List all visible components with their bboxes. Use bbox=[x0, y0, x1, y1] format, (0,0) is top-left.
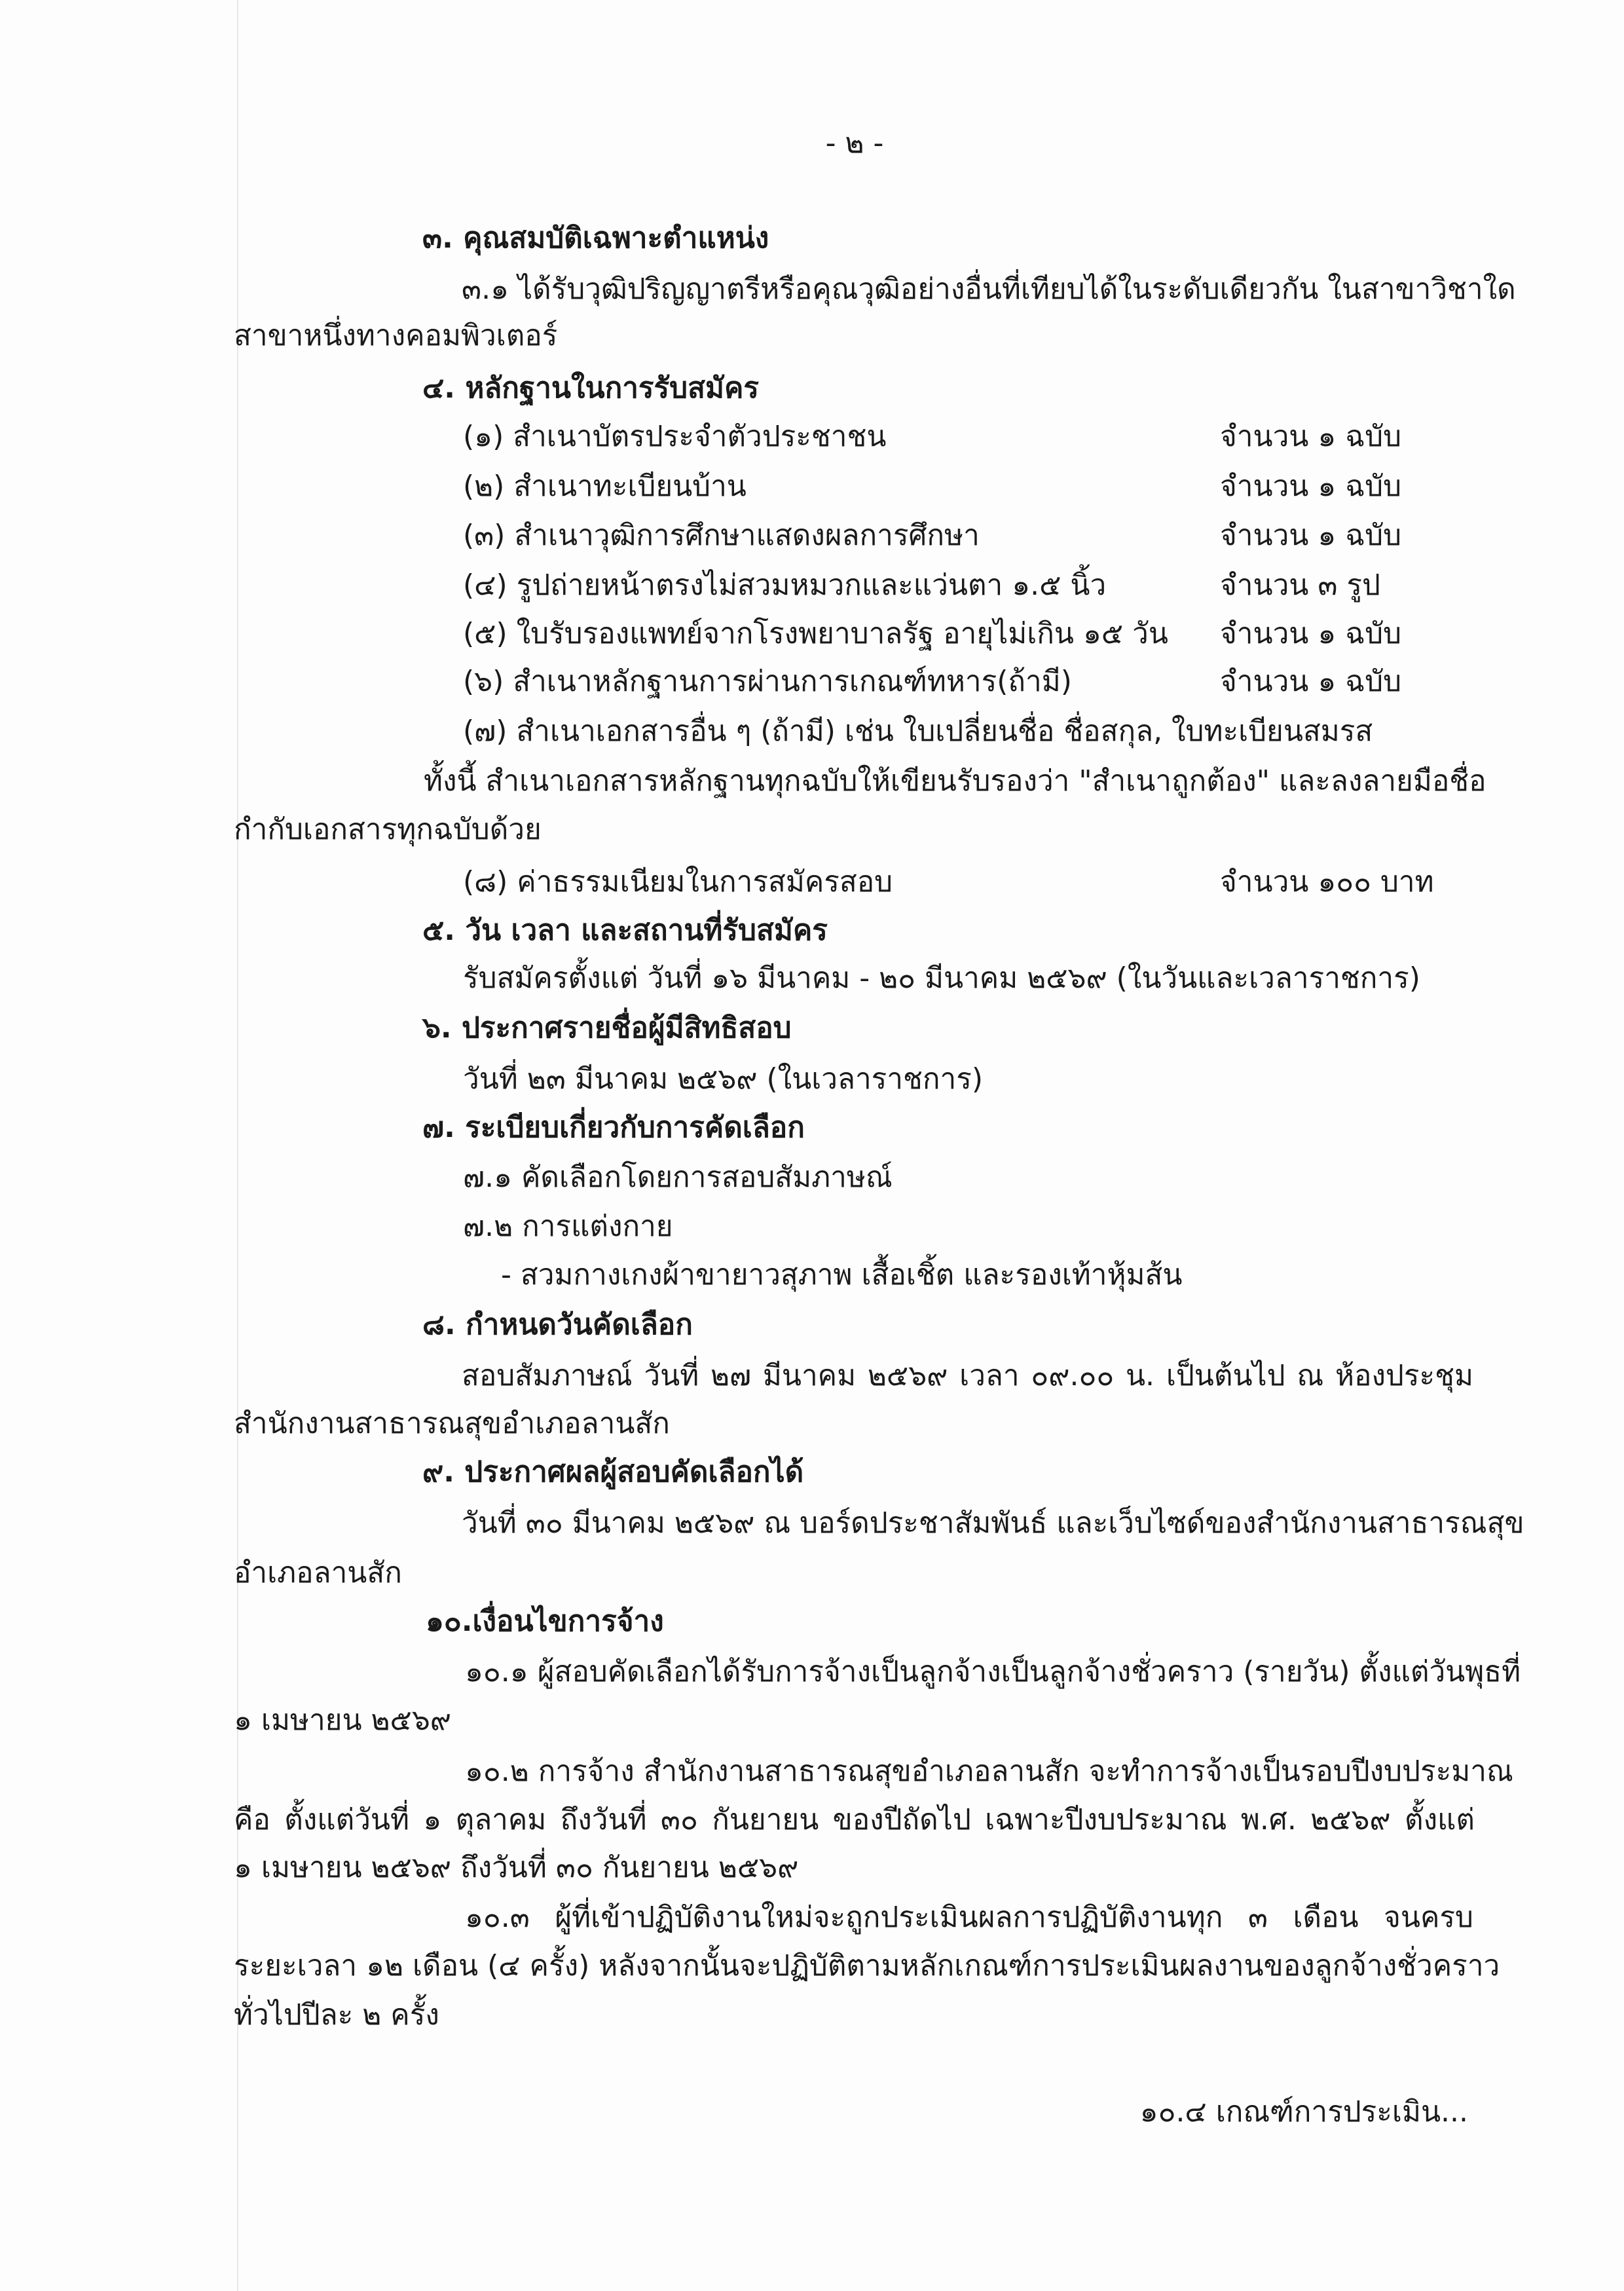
section-10-2-line2: คือ ตั้งแต่วันที่ ๑ ตุลาคม ถึงวันที่ ๓๐ กันยายน ของปีถัดไป เฉพาะปีงบประมาณ พ.ศ. ๒๕๖๙ ตั้งแต่ bbox=[234, 1803, 1475, 1836]
section-4-heading: ๔. หลักฐานในการรับสมัคร bbox=[422, 371, 760, 405]
section-9-body-line1: วันที่ ๓๐ มีนาคม ๒๕๖๙ ณ บอร์ดประชาสัมพันธ์ และเว็บไซด์ของสำนักงานสาธารณสุข bbox=[462, 1506, 1524, 1540]
section-10-2-line1: ๑๐.๒ การจ้าง สำนักงานสาธารณสุขอำเภอลานสัก จะทำการจ้างเป็นรอบปีงบประมาณ bbox=[465, 1755, 1513, 1788]
certification-note-line1: ทั้งนี้ สำเนาเอกสารหลักฐานทุกฉบับให้เขียนรับรองว่า "สำเนาถูกต้อง" และลงลายมือชื่อ bbox=[424, 764, 1486, 798]
evidence-item-1-qty: จำนวน ๑ ฉบับ bbox=[1220, 420, 1402, 453]
section-7-1: ๗.๑ คัดเลือกโดยการสอบสัมภาษณ์ bbox=[463, 1161, 893, 1194]
section-9-heading: ๙. ประกาศผลผู้สอบคัดเลือกได้ bbox=[422, 1455, 804, 1489]
section-10-3-line3: ทั่วไปปีละ ๒ ครั้ง bbox=[234, 1998, 439, 2032]
section-8-body-line2: สำนักงานสาธารณสุขอำเภอลานสัก bbox=[234, 1407, 670, 1440]
evidence-item-7: (๗) สำเนาเอกสารอื่น ๆ (ถ้ามี) เช่น ใบเปลี่ยนชื่อ ชื่อสกุล, ใบทะเบียนสมรส bbox=[463, 715, 1373, 748]
section-8-heading: ๘. กำหนดวันคัดเลือก bbox=[422, 1308, 693, 1341]
section-8-body-line1: สอบสัมภาษณ์ วันที่ ๒๗ มีนาคม ๒๕๖๙ เวลา ๐๙.๐๐ น. เป็นต้นไป ณ ห้องประชุม bbox=[462, 1359, 1473, 1392]
section-10-3-line2: ระยะเวลา ๑๒ เดือน (๔ ครั้ง) หลังจากนั้นจะปฏิบัติตามหลักเกณฑ์การประเมินผลงานของลูกจ้างชั่วคราว bbox=[234, 1949, 1500, 1983]
section-6-body: วันที่ ๒๓ มีนาคม ๒๕๖๙ (ในเวลาราชการ) bbox=[463, 1062, 983, 1096]
evidence-item-4: (๔) รูปถ่ายหน้าตรงไม่สวมหมวกและแว่นตา ๑.๕ นิ้ว bbox=[463, 568, 1107, 602]
section-10-3-line1: ๑๐.๓ ผู้ที่เข้าปฏิบัติงานใหม่จะถูกประเมินผลการปฏิบัติงานทุก ๓ เดือน จนครบ bbox=[465, 1901, 1473, 1934]
section-10-heading: ๑๐.เงื่อนไขการจ้าง bbox=[426, 1605, 664, 1638]
evidence-item-2: (๒) สำเนาทะเบียนบ้าน bbox=[463, 470, 747, 503]
evidence-item-5-qty: จำนวน ๑ ฉบับ bbox=[1220, 617, 1402, 650]
evidence-item-5: (๕) ใบรับรองแพทย์จากโรงพยาบาลรัฐ อายุไม่เกิน ๑๕ วัน bbox=[463, 617, 1168, 650]
section-5-heading: ๕. วัน เวลา และสถานที่รับสมัคร bbox=[422, 914, 828, 947]
evidence-item-2-qty: จำนวน ๑ ฉบับ bbox=[1220, 470, 1402, 503]
section-7-heading: ๗. ระเบียบเกี่ยวกับการคัดเลือก bbox=[422, 1111, 805, 1144]
section-10-2-line3: ๑ เมษายน ๒๕๖๙ ถึงวันที่ ๓๐ กันยายน ๒๕๖๙ bbox=[234, 1851, 799, 1884]
fee-amount: จำนวน ๑๐๐ บาท bbox=[1220, 865, 1434, 899]
evidence-item-6: (๖) สำเนาหลักฐานการผ่านการเกณฑ์ทหาร(ถ้ามี) bbox=[463, 665, 1072, 698]
evidence-item-3: (๓) สำเนาวุฒิการศึกษาแสดงผลการศึกษา bbox=[463, 519, 980, 552]
section-7-2: ๗.๒ การแต่งกาย bbox=[463, 1210, 673, 1243]
page-number: - ๒ - bbox=[825, 126, 884, 160]
section-3-1-line1: ๓.๑ ได้รับวุฒิปริญญาตรีหรือคุณวุฒิอย่างอื่นที่เทียบได้ในระดับเดียวกัน ในสาขาวิชาใด bbox=[462, 272, 1516, 306]
evidence-item-4-qty: จำนวน ๓ รูป bbox=[1220, 568, 1380, 602]
section-6-heading: ๖. ประกาศรายชื่อผู้มีสิทธิสอบ bbox=[422, 1011, 792, 1045]
next-page-continuation: ๑๐.๔ เกณฑ์การประเมิน... bbox=[1139, 2095, 1468, 2129]
section-5-body: รับสมัครตั้งแต่ วันที่ ๑๖ มีนาคม - ๒๐ มีนาคม ๒๕๖๙ (ในวันและเวลาราชการ) bbox=[463, 961, 1420, 995]
evidence-item-1: (๑) สำเนาบัตรประจำตัวประชาชน bbox=[463, 420, 887, 453]
fee-label: (๘) ค่าธรรมเนียมในการสมัครสอบ bbox=[463, 865, 893, 899]
section-7-2-dress-code: - สวมกางเกงผ้าขายาวสุภาพ เสื้อเชิ้ต และรองเท้าหุ้มส้น bbox=[501, 1258, 1183, 1292]
section-10-1-line2: ๑ เมษายน ๒๕๖๙ bbox=[234, 1704, 451, 1737]
section-9-body-line2: อำเภอลานสัก bbox=[234, 1556, 402, 1590]
evidence-item-6-qty: จำนวน ๑ ฉบับ bbox=[1220, 665, 1402, 698]
evidence-item-3-qty: จำนวน ๑ ฉบับ bbox=[1220, 519, 1402, 552]
section-3-heading: ๓. คุณสมบัติเฉพาะตำแหน่ง bbox=[422, 221, 769, 255]
certification-note-line2: กำกับเอกสารทุกฉบับด้วย bbox=[234, 813, 542, 846]
section-10-1-line1: ๑๐.๑ ผู้สอบคัดเลือกได้รับการจ้างเป็นลูกจ้างเป็นลูกจ้างชั่วคราว (รายวัน) ตั้งแต่วันพุธที่ bbox=[465, 1655, 1521, 1688]
section-3-1-line2: สาขาหนึ่งทางคอมพิวเตอร์ bbox=[234, 319, 558, 352]
